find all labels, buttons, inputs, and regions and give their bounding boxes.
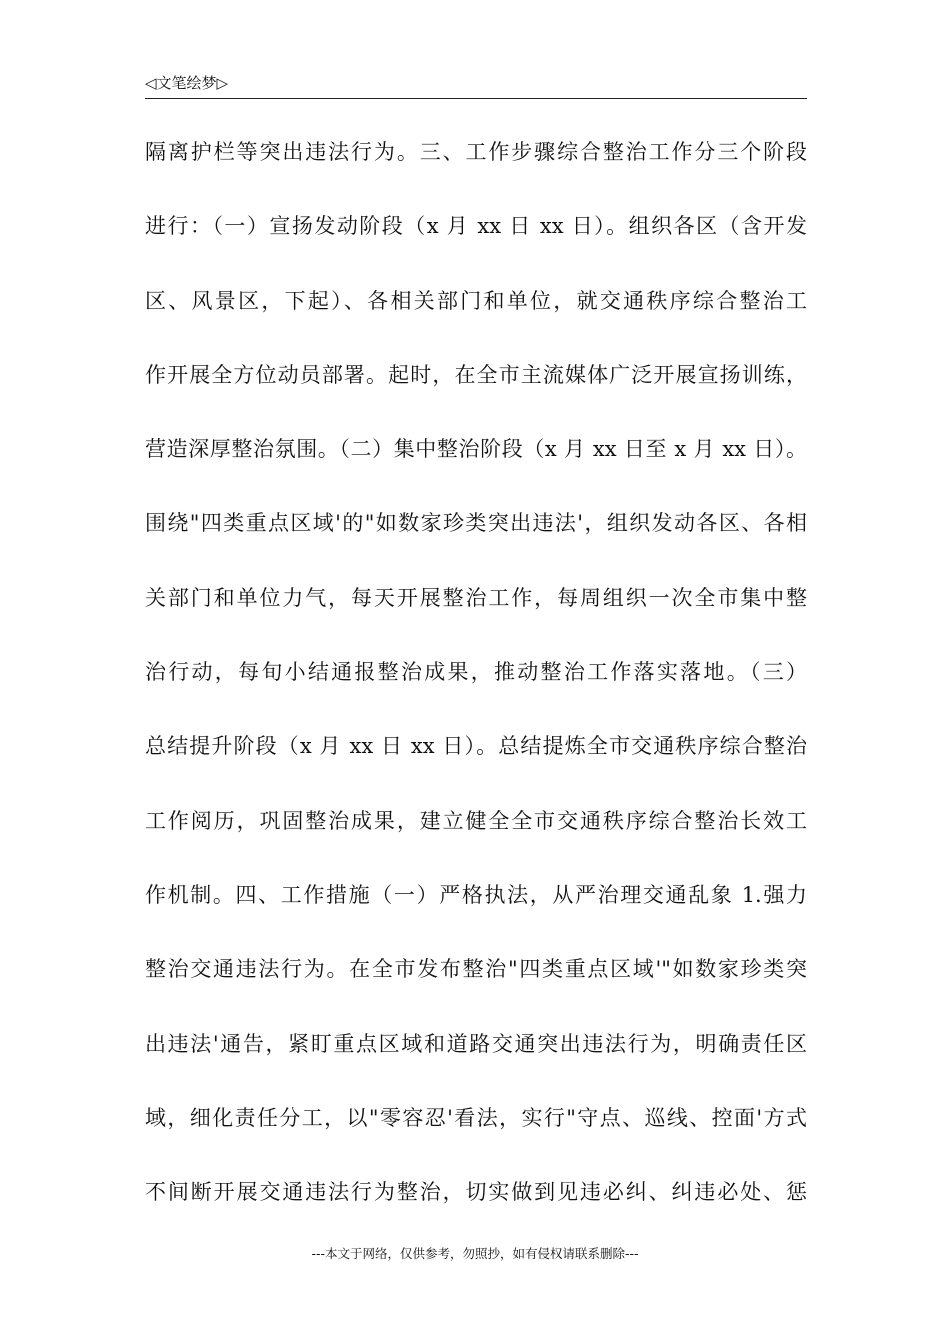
body-line: 总结提升阶段（x 月 xx 日 xx 日）。总结提炼全市交通秩序综合整治: [145, 734, 807, 759]
body-line: 关部门和单位力气，每天开展整治工作，每周组织一次全市集中整: [145, 585, 807, 610]
body-line: 作开展全方位动员部署。起时，在全市主流媒体广泛开展宣扬训练，: [145, 362, 807, 387]
body-line: 作机制。四、工作措施（一）严格执法，从严治理交通乱象 1.强力: [145, 882, 807, 907]
body-line: 整治交通违法行为。在全市发布整治"四类重点区域'"如数家珍类突: [145, 957, 807, 982]
body-line: 区、风景区，下起）、各相关部门和单位，就交通秩序综合整治工: [145, 288, 807, 313]
body-line: 营造深厚整治氛围。（二）集中整治阶段（x 月 xx 日至 x 月 xx 日）。: [145, 437, 807, 462]
body-line: 治行动，每旬小结通报整治成果，推动整治工作落实落地。（三）: [145, 660, 807, 685]
page-header: [145, 72, 807, 99]
body-line: 围绕"四类重点区域'的"如数家珍类突出违法'，组织发动各区、各相: [145, 511, 807, 536]
body-line: 出违法'通告，紧盯重点区域和道路交通突出违法行为，明确责任区: [145, 1031, 807, 1056]
body-line: 工作阅历，巩固整治成果，建立健全全市交通秩序综合整治长效工: [145, 808, 807, 833]
body-line: 隔离护栏等突出违法行为。三、工作步骤综合整治工作分三个阶段: [145, 140, 807, 164]
body-line: 不间断开展交通违法行为整治，切实做到见违必纠、纠违必处、惩: [145, 1180, 807, 1205]
body-line: 进行：（一）宣扬发动阶段（x 月 xx 日 xx 日）。组织各区（含开发: [145, 214, 807, 239]
body-line: 域，细化责任分工，以"零容忍'看法，实行"守点、巡线、控面'方式: [145, 1105, 807, 1130]
header-title: ◁文笔绘梦▷: [145, 74, 229, 92]
page-footer-disclaimer: ---本文于网络，仅供参考，勿照抄，如有侵权请联系删除---: [311, 1246, 639, 1261]
document-body: [145, 130, 807, 1244]
